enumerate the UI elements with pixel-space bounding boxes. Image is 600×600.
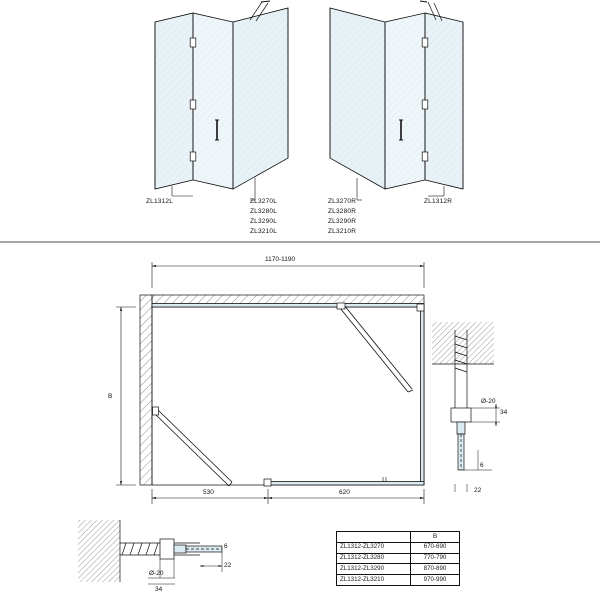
table-header-b: B [411,532,460,543]
label-zl3210r: ZL3210R [328,228,357,235]
table-cell-model: ZL1312-ZL3210 [337,575,411,586]
table-row [337,564,460,575]
table-cell-b: 670-690 [411,542,460,553]
detail-bottom-dim-diameter: Ø-20 [149,570,164,577]
table-cell-model: ZL1312-ZL3280 [337,553,411,564]
detail-right-dim-22: 22 [474,487,482,494]
detail-right-dim-34: 34 [500,409,508,416]
detail-right-dim-6: 6 [480,462,484,469]
dim-620-label: 620 [339,489,350,496]
dim-top-label: 1170-1190 [265,256,296,263]
label-zl1312l: ZL1312L [146,198,174,205]
label-zl3290r: ZL3290R [328,218,357,225]
label-zl3280l: ZL3280L [250,208,278,215]
table-header-row [337,532,460,543]
table-cell-model: ZL1312-ZL3290 [337,564,411,575]
detail-bottom-dim-22: 22 [224,562,232,569]
dim-left [116,307,136,485]
detail-right [432,322,500,492]
dim-top [152,262,424,288]
dim-left-label: B [108,393,113,400]
label-zl3290l: ZL3290L [250,218,278,225]
isometric-right-unit [330,1,463,189]
dim-530-label: 530 [203,489,214,496]
specification-table [336,531,460,586]
detail-bottom-dim-6: 6 [224,543,228,550]
table-cell-b: 870-890 [411,564,460,575]
table-header-model [337,532,411,543]
label-zl3270l: ZL3270L [250,198,278,205]
label-zl3270r: ZL3270R [328,198,357,205]
table-cell-b: 770-790 [411,553,460,564]
table-row [337,575,460,586]
table-cell-b: 970-990 [411,575,460,586]
label-zl3280r: ZL3280R [328,208,357,215]
table-cell-model: ZL1312-ZL3270 [337,542,411,553]
label-zl1312r: ZL1312R [424,198,453,205]
detail-bottom-dim-34: 34 [155,586,163,593]
plan-view [116,262,424,504]
detail-right-dim-diameter: Ø-20 [481,398,496,405]
dim-bottom [152,489,424,504]
isometric-left-unit [155,1,288,189]
table-row [337,542,460,553]
label-zl3210l: ZL3210L [250,228,278,235]
table-row [337,553,460,564]
